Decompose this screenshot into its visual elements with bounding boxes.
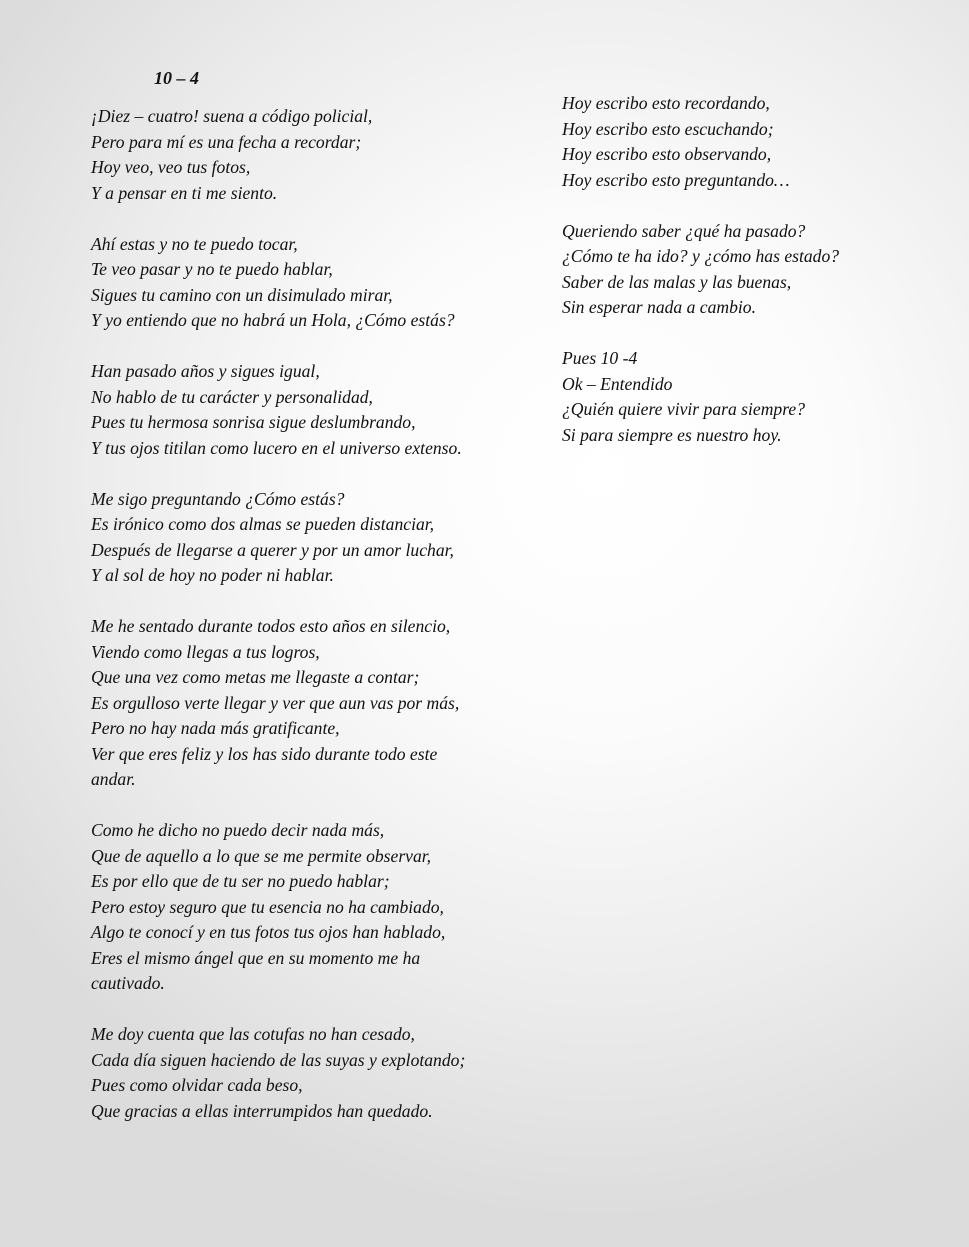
poem-line: Algo te conocí y en tus fotos tus ojos han hablado,: [91, 922, 446, 942]
poem-line: Saber de las malas y las buenas,: [562, 271, 792, 292]
poem-line: No hablo de tu carácter y personalidad,: [91, 386, 373, 407]
poem-line: Que una vez como metas me llegaste a contar;: [91, 667, 420, 687]
poem-line: Me he sentado durante todos esto años en silencio,: [91, 616, 451, 636]
poem-line: ¡Diez – cuatro! suena a código policial,: [91, 106, 373, 126]
poem-stanza: [91, 104, 531, 206]
poem-right-column: [562, 91, 942, 474]
poem-line: Que gracias a ellas interrumpidos han quedado.: [91, 1100, 433, 1121]
poem-line: Queriendo saber ¿qué ha pasado?: [562, 220, 806, 241]
poem-line: Cada día siguen haciendo de las suyas y explotando;: [91, 1049, 466, 1070]
poem-line: Pues como olvidar cada beso,: [91, 1075, 303, 1095]
poem-line: Es irónico como dos almas se pueden distanciar,: [91, 514, 435, 534]
poem-line: Hoy escribo esto preguntando…: [562, 169, 790, 190]
poem-stanza: [91, 614, 531, 793]
poem-line: Después de llegarse a querer y por un amor luchar,: [91, 539, 454, 560]
poem-line: Ahí estas y no te puedo tocar,: [91, 233, 298, 254]
poem-stanza: [562, 346, 942, 448]
poem-line: Y al sol de hoy no poder ni hablar.: [91, 565, 334, 585]
poem-line: Es por ello que de tu ser no puedo hablar;: [91, 871, 390, 891]
poem-line: ¿Quién quiere vivir para siempre?: [562, 399, 806, 419]
poem-line: Y yo entiendo que no habrá un Hola, ¿Cómo estás?: [91, 310, 455, 330]
poem-stanza: [562, 219, 942, 321]
poem-stanza: [91, 359, 531, 461]
poem-line: Y tus ojos titilan como lucero en el universo extenso.: [91, 437, 462, 458]
poem-line: Hoy veo, veo tus fotos,: [91, 157, 251, 177]
poem-stanza: [91, 1022, 531, 1124]
poem-line: cautivado.: [91, 973, 165, 993]
poem-line: Sin esperar nada a cambio.: [562, 297, 757, 317]
poem-stanza: [91, 487, 531, 589]
poem-line: Y a pensar en ti me siento.: [91, 182, 278, 203]
poem-line: Ver que eres feliz y los has sido durante todo este: [91, 743, 438, 764]
poem-line: Es orgulloso verte llegar y ver que aun vas por más,: [91, 692, 460, 713]
poem-line: Hoy escribo esto recordando,: [562, 93, 770, 113]
poem-line: Pero estoy seguro que tu esencia no ha cambiado,: [91, 896, 444, 917]
poem-line: Han pasado años y sigues igual,: [91, 361, 320, 381]
poem-line: Me doy cuenta que las cotufas no han cesado,: [91, 1024, 415, 1044]
poem-line: Pues tu hermosa sonrisa sigue deslumbrando,: [91, 412, 416, 432]
poem-line: Eres el mismo ángel que en su momento me ha: [91, 947, 421, 968]
poem-left-column: [91, 104, 531, 1150]
poem-line: Sigues tu camino con un disimulado mirar,: [91, 284, 393, 305]
poem-line: Como he dicho no puedo decir nada más,: [91, 820, 385, 840]
poem-line: Viendo como llegas a tus logros,: [91, 641, 320, 662]
poem-line: Si para siempre es nuestro hoy.: [562, 424, 782, 445]
poem-line: Hoy escribo esto escuchando;: [562, 118, 774, 139]
poem-line: Ok – Entendido: [562, 373, 673, 394]
poem-line: ¿Cómo te ha ido? y ¿cómo has estado?: [562, 246, 840, 266]
poem-line: Pero no hay nada más gratificante,: [91, 718, 340, 738]
poem-line: andar.: [91, 769, 136, 789]
poem-line: Que de aquello a lo que se me permite observar,: [91, 845, 432, 866]
poem-line: Hoy escribo esto observando,: [562, 144, 772, 164]
poem-line: Me sigo preguntando ¿Cómo estás?: [91, 488, 345, 509]
poem-stanza: [91, 818, 531, 997]
poem-line: Pero para mí es una fecha a recordar;: [91, 131, 362, 152]
poem-line: Te veo pasar y no te puedo hablar,: [91, 259, 333, 279]
poem-line: Pues 10 -4: [562, 348, 638, 368]
poem-title: 10 – 4: [154, 68, 199, 88]
poem-stanza: [91, 232, 531, 334]
poem-stanza: [562, 91, 942, 193]
